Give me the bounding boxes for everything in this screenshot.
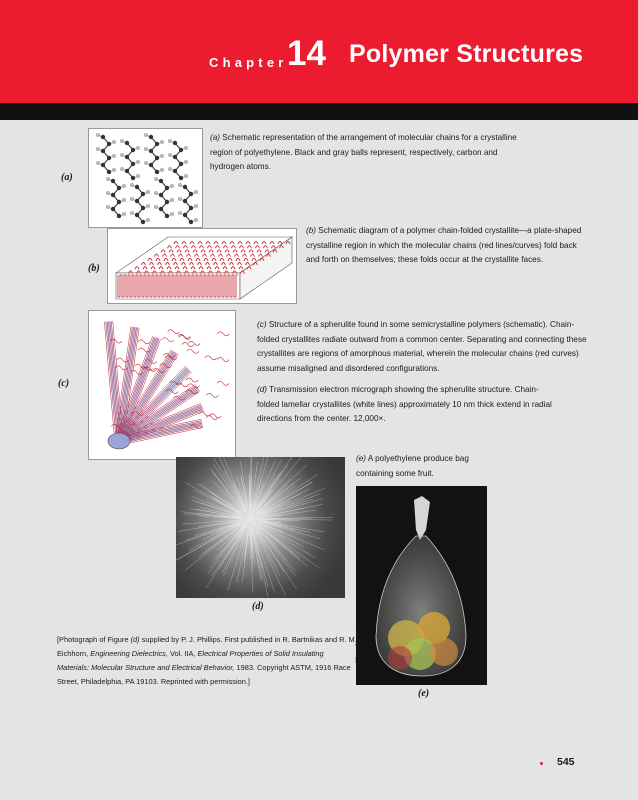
figure-b-image <box>107 228 297 304</box>
figure-a-caption-text: Schematic representation of the arrangement of molecular chains for a crystalline region of polyethylene. Black and gray balls represent, respectively, carbon and hydrogen atoms. <box>210 133 517 171</box>
figure-d-caption <box>257 383 557 427</box>
figure-c-label: (c) <box>58 378 70 389</box>
figure-d-caption-text: Transmission electron micrograph showing the spherulite structure. Chain-folded lamellar crystallites (white lines) approximately 10 nm thick extend in radial directions from the center. 12,000×. <box>257 385 552 423</box>
figure-e-caption-text: A polyethylene produce bag containing some fruit. <box>356 454 469 478</box>
chain-folded-crystallite-graphic <box>108 229 296 303</box>
credit-italic1: Engineering Dielectrics, <box>90 649 168 658</box>
spherulite-schematic-graphic <box>89 311 235 459</box>
figure-b-label: (b) <box>88 263 100 274</box>
page-number: 545 <box>557 756 575 768</box>
figure-d-caption-label: (d) <box>257 385 268 394</box>
figure-a-caption-label: (a) <box>210 133 221 142</box>
figure-c-caption-text: Structure of a spherulite found in some semicrystalline polymers (schematic). Chain-folded crystallites radiate outward from a common center. Separating and connecting these crystallites are regions of amorphous material, wherein the molecular chains (red curves) assume misaligned and disordered configurations. <box>257 320 587 373</box>
credit-italic2: Electrical Properties of Solid Insulating Materials: Molecular Structure and Electrical Behavior, <box>57 649 324 672</box>
banner-rule <box>0 103 638 120</box>
figure-d-label: (d) <box>252 601 264 612</box>
figure-d-image <box>176 457 345 598</box>
spherulite-micrograph <box>176 457 345 598</box>
credit-part3: Vol. IIA, <box>167 649 198 658</box>
figure-b-caption <box>306 224 591 268</box>
figure-credit <box>57 633 357 689</box>
chapter-title: Polymer Structures <box>349 40 584 68</box>
figure-c-caption-label: (c) <box>257 320 267 329</box>
figure-e-label: (e) <box>418 688 430 699</box>
produce-bag-photo <box>353 486 487 685</box>
figure-c-caption <box>257 318 587 376</box>
figure-e-caption-label: (e) <box>356 454 367 463</box>
figure-c-image <box>88 310 236 460</box>
chapter-word: Chapter <box>209 55 288 70</box>
credit-fig: (d) <box>130 635 140 644</box>
figure-e-image <box>353 486 487 685</box>
figure-a-caption <box>210 131 530 175</box>
credit-part2: supplied by P. J. Phillips. First published in R. Bartnikas and R. M. Eichhorn, <box>57 635 357 658</box>
chapter-number: 14 <box>287 34 326 73</box>
figure-b-caption-label: (b) <box>306 226 317 235</box>
photo-credit: Glow Images <box>353 624 363 665</box>
figure-e-caption <box>356 452 476 481</box>
credit-part1: [Photograph of Figure <box>57 635 131 644</box>
polyethylene-chains-graphic <box>89 129 202 227</box>
figure-a-label: (a) <box>61 172 73 183</box>
credit-part4: 1983. Copyright ASTM, 1916 Race Street, Philadelphia, PA 19103. Reprinted with permission.] <box>57 663 351 686</box>
page-bullet <box>540 762 543 765</box>
figure-a-image <box>88 128 203 228</box>
figure-b-caption-text: Schematic diagram of a polymer chain-folded crystallite—a plate-shaped crystalline region in which the molecular chains (red lines/curves) fold back and forth on themselves; these folds occur at the crystallite faces. <box>306 226 582 264</box>
